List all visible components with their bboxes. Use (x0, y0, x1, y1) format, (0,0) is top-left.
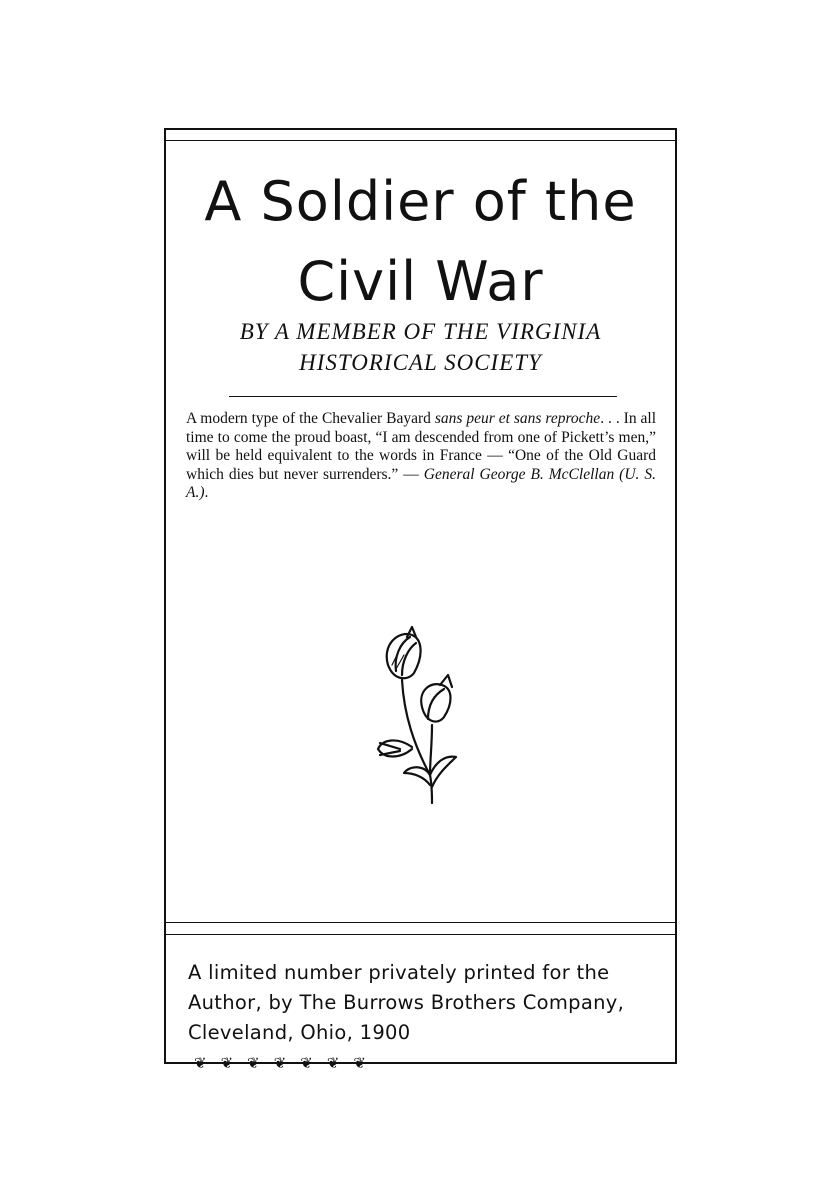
imprint-line-1: A limited number privately printed for the (188, 961, 610, 984)
quote-attribution: General George B. McClellan (U. S. A.) (186, 465, 657, 502)
fleuron-icon: ❦❦❦❦❦❦❦ (194, 1054, 380, 1072)
tulip-flower-icon (374, 625, 474, 805)
quote-text-3: . (204, 484, 209, 502)
title-line-1: A Soldier of the (204, 170, 637, 233)
divider-rule (229, 396, 617, 397)
quote-italic-1: sans peur et sans reproche (434, 410, 601, 427)
quote-text-1: A modern type of the Chevalier Bayard (186, 410, 435, 427)
lower-rule-lower (166, 934, 675, 935)
title-line-2: Civil War (297, 250, 544, 313)
imprint-line-3 (188, 1018, 656, 1078)
top-rule (166, 140, 675, 141)
imprint-line-2: Author, by The Burrows Brothers Company, (188, 991, 625, 1014)
byline-line-2: HISTORICAL SOCIETY (299, 350, 542, 375)
author-byline (166, 316, 675, 378)
publisher-imprint (188, 958, 656, 1078)
book-title (166, 162, 675, 322)
imprint-place-date: Cleveland, Ohio, 1900 (188, 1021, 411, 1044)
quote-text-2: . . . In all time to come the proud boast, “I am descended from one of Pickett’s men,” will be held equivalent to the words in France — “One of the Old Guard which dies but never surrenders.” — (186, 410, 657, 483)
byline-line-1: BY A MEMBER OF THE VIRGINIA (239, 319, 602, 344)
epigraph-quote (186, 410, 656, 503)
title-page-frame (164, 128, 677, 1072)
lower-rule-upper (166, 922, 675, 923)
